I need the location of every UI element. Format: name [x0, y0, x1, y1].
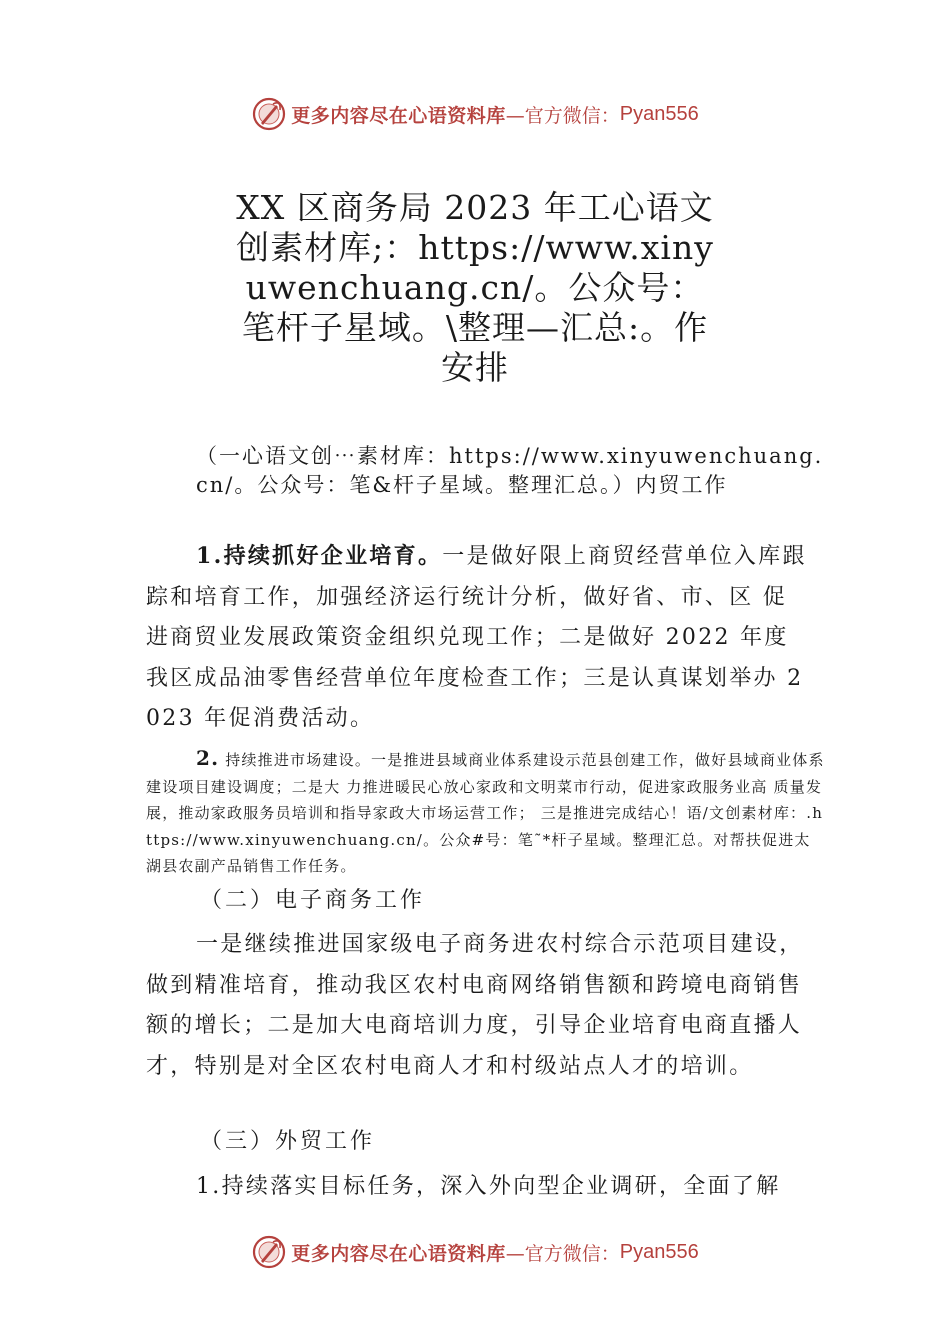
header-watermark-banner — [0, 94, 950, 134]
banner-wechat-id: Pyan556 — [619, 1240, 699, 1263]
banner-title: 更多内容尽在心语资料库 — [291, 104, 506, 127]
section-3-paragraph: 1.持续落实目标任务，深入外向型企业调研，全面了解 — [196, 1174, 781, 1199]
item-2-text: 持续推进市场建设。一是推进县域商业体系建设示范县创建工作，做好县域商业体系建设项目建设调度；二是大 力推进暖民心放心家政和文明菜市行动，促进家政服务业高 质量发展，推动家政服务员培训和指导家政大市场运营工作； 三是推进完成结心！语/文创素材库：.https://www.xinyuwenchuang.cn/。公众#号：笔˜*杆子星域。整理汇总。对帮扶促进太湖县农副产品销售工作任务。 — [146, 751, 825, 875]
banner-subtitle: —官方微信： — [505, 1242, 620, 1265]
section-2-paragraph: 一是继续推进国家级电子商务进农村综合示范项目建设，做到精准培育，推动我区农村电商网络销售额和跨境电商销售额的增长；二是加大电商培训力度，引导企业培育电商直播人才，特别是对全区农村电商人才和村级站点人才的培训。 — [146, 932, 804, 1079]
document-title: XX 区商务局 2023 年工心语文创素材库;：https://www.xinyuwenchuang.cn/。公众号：笔杆子星域。\整理—汇总:。作安排 — [236, 188, 714, 387]
section-3-heading: （三）外贸工作 — [200, 1129, 376, 1154]
item-1-paragraph — [146, 536, 810, 740]
item-1-lead: 1.持续抓好企业培育。 — [196, 543, 443, 569]
quill-pen-icon — [251, 96, 287, 132]
item-2-number: 2. — [196, 746, 220, 770]
banner-title: 更多内容尽在心语资料库 — [291, 1242, 506, 1265]
quill-pen-icon — [251, 1234, 287, 1270]
footer-watermark-banner — [0, 1232, 950, 1272]
banner-wechat-id: Pyan556 — [619, 102, 699, 125]
item-1-text: 一是做好限上商贸经营单位入库跟踪和培育工作，加强经济运行统计分析，做好省、市、区 促进商贸业发展政策资金组织兑现工作；二是做好 2022 年度我区成品油零售经营单位年度检查工作；三是认真谋划举办 2023 年促消费活动。 — [146, 544, 807, 731]
item-2-paragraph — [146, 745, 826, 880]
intro-paragraph: （一心语文创⋯素材库：https://www.xinyuwenchuang.cn/。公众号：笔&杆子星域。整理汇总。）内贸工作 — [196, 444, 824, 497]
section-2-heading: （二）电子商务工作 — [200, 888, 426, 913]
banner-subtitle: —官方微信： — [505, 104, 620, 127]
